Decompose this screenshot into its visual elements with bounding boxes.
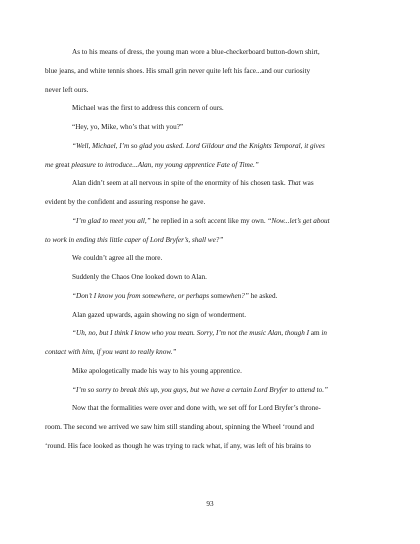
italic-text-segment: in bbox=[319, 329, 328, 338]
text-segment: ‘round. His face looked as though he was trying to rack what, if any, was left of his brains to bbox=[45, 441, 311, 450]
italic-text-segment: contact with him, if you want to really know.” bbox=[45, 348, 177, 356]
italic-text-segment: to work in ending this little caper of Lord Bryfer’s, shall we?” bbox=[45, 235, 224, 244]
page-number: 93 bbox=[206, 500, 214, 508]
italic-text-segment: pleasure to introduce...Alan, my young apprentice Fate of Time.” bbox=[69, 160, 259, 169]
text-line bbox=[45, 62, 381, 81]
text-line bbox=[45, 362, 381, 381]
text-segment: never left ours. bbox=[45, 85, 89, 94]
text-segment: Alan didn’t seem at all nervous in spite of the enormity of his chosen task. bbox=[72, 179, 288, 188]
text-segment: am bbox=[310, 329, 320, 338]
italic-text-segment: “Well, Michael, I’m bbox=[72, 141, 132, 150]
text-segment: evident by the confident and assuring response he gave. bbox=[45, 198, 206, 206]
text-segment: Alan gazed upwards, again showing no sign of wonderment. bbox=[72, 310, 247, 319]
italic-text-segment: “Don’t I know you from somewhere, or perhaps bbox=[72, 291, 211, 300]
text-line bbox=[45, 268, 381, 287]
italic-text-segment: me bbox=[45, 160, 56, 169]
text-segment: so bbox=[131, 141, 138, 150]
text-segment: blue jeans, and white tennis shoes. His small grin never quite left his face...and our curiosity bbox=[45, 66, 311, 75]
text-line bbox=[45, 399, 381, 418]
italic-text-segment: That bbox=[287, 179, 301, 188]
text-segment: Michael was the first to address this concern of ours. bbox=[72, 104, 224, 113]
text-line bbox=[45, 249, 381, 268]
text-line bbox=[45, 156, 381, 175]
text-segment: Mike apologetically made his way to his young apprentice. bbox=[72, 366, 242, 375]
text-line bbox=[45, 437, 381, 456]
text-segment: he asked. bbox=[248, 291, 278, 300]
text-line bbox=[45, 231, 381, 250]
italic-text-segment: “I’m so sorry to break this up, you guys, but we have a certain Lord Bryfer to attend to.” bbox=[72, 385, 328, 394]
text-segment: We couldn’t agree all the more. bbox=[72, 254, 163, 263]
text-segment: great bbox=[55, 160, 70, 169]
text-line bbox=[45, 381, 381, 400]
italic-text-segment: glad you asked. Lord Gildour and the Knights Temporal, it gives bbox=[137, 141, 325, 150]
text-line bbox=[45, 174, 381, 193]
text-line bbox=[45, 193, 381, 212]
italic-text-segment: when?” bbox=[226, 291, 249, 300]
text-line bbox=[45, 81, 381, 100]
text-segment: some bbox=[210, 291, 227, 300]
text-line bbox=[45, 212, 381, 231]
text-segment: he replied in a soft accent like my own. bbox=[150, 216, 268, 225]
text-line bbox=[45, 118, 381, 137]
body-text bbox=[45, 43, 381, 456]
text-segment: As to his means of dress, the young man wore a blue-checkerboard button-down shirt, bbox=[72, 48, 320, 56]
text-line bbox=[45, 43, 381, 62]
text-line bbox=[45, 418, 381, 437]
text-line bbox=[45, 99, 381, 118]
text-segment: room. The second we arrived we saw him still standing about, spinning the Wheel ‘round and bbox=[45, 423, 315, 431]
text-line bbox=[45, 324, 381, 343]
text-line bbox=[45, 137, 381, 156]
italic-text-segment: “Uh, no, but I think I know who you mean. Sorry, I’m not the music Alan, though I bbox=[72, 329, 311, 338]
text-segment: was bbox=[300, 179, 314, 188]
text-segment: “Hey, yo, Mike, who’s that with you?” bbox=[72, 123, 184, 131]
text-line bbox=[45, 343, 381, 362]
text-line bbox=[45, 306, 381, 325]
italic-text-segment: “I’m glad to meet you all,” bbox=[72, 216, 151, 225]
text-line bbox=[45, 287, 381, 306]
italic-text-segment: “Now...let’s get about bbox=[267, 216, 330, 225]
text-segment: Suddenly the Chaos One looked down to Alan. bbox=[72, 273, 207, 281]
text-segment: Now that the formalities were over and done with, we set off for Lord Bryfer’s throne- bbox=[72, 404, 321, 413]
